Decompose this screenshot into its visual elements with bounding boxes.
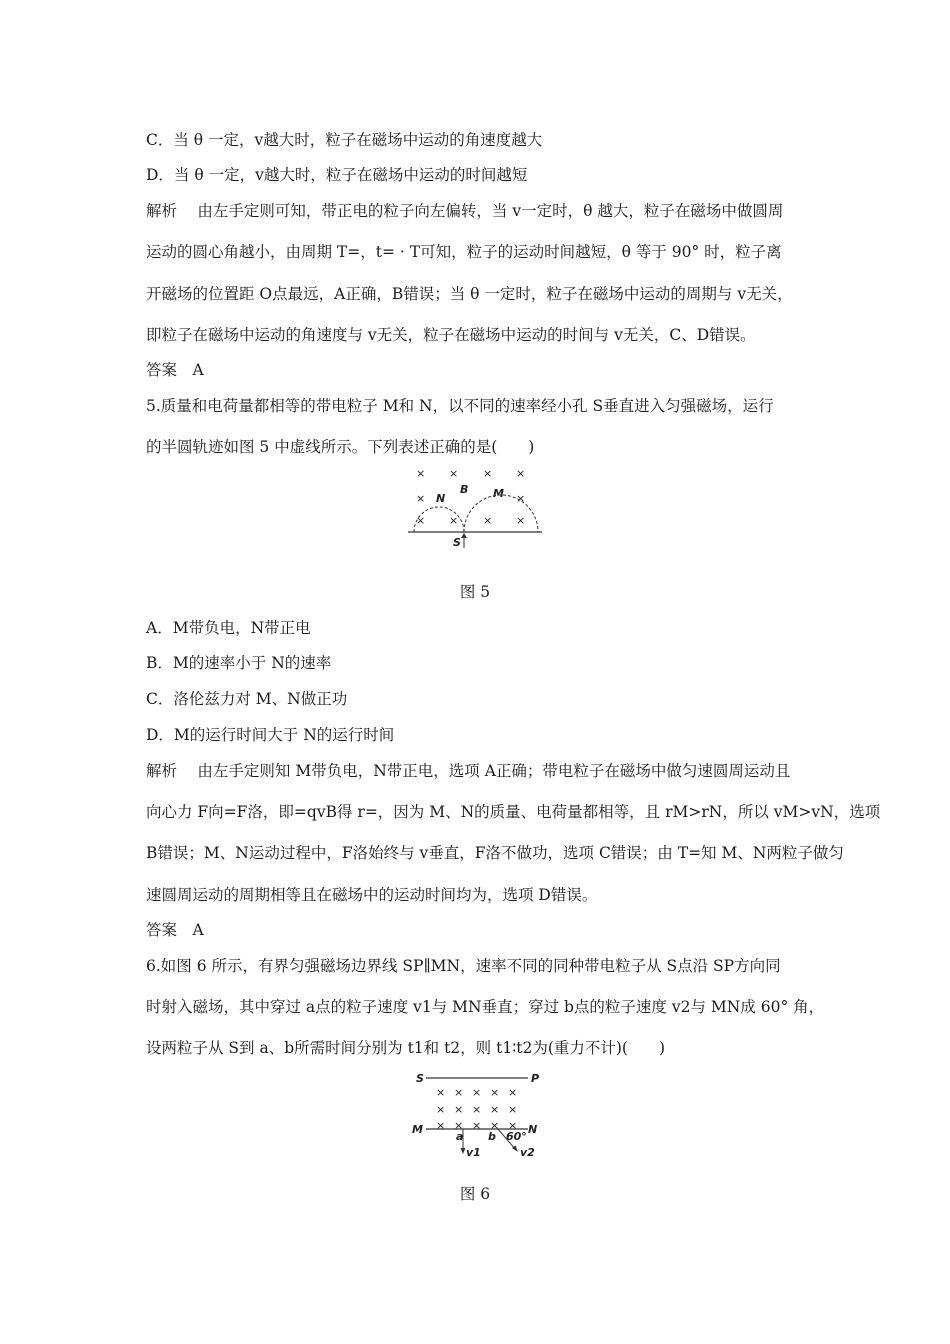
label-b: b <box>488 1130 496 1143</box>
q4-option-d: D．当 θ 一定，v越大时，粒子在磁场中运动的时间越短 <box>146 166 528 184</box>
label-p: P <box>531 1072 540 1085</box>
label-n: N <box>436 492 446 505</box>
q5-analysis-line: 速圆周运动的周期相等且在磁场中的运动时间均为，选项 D错误。 <box>146 886 598 904</box>
svg-text:×: × <box>454 1086 464 1099</box>
figure-5-diagram <box>400 462 550 552</box>
svg-text:×: × <box>449 514 459 527</box>
q4-option-c: C．当 θ 一定，v越大时，粒子在磁场中运动的角速度越大 <box>146 131 543 149</box>
svg-text:×: × <box>416 467 426 480</box>
figure-5-caption: 图 5 <box>459 583 491 601</box>
svg-text:×: × <box>516 514 526 527</box>
svg-text:×: × <box>508 1086 518 1099</box>
label-a: a <box>456 1130 464 1143</box>
svg-text:×: × <box>483 467 493 480</box>
svg-text:×: × <box>490 1119 500 1132</box>
q5-option-b: B．M的速率小于 N的速率 <box>146 654 332 672</box>
q4-analysis-line: 解析 由左手定则可知，带正电的粒子向左偏转，当 v一定时，θ 越大，粒子在磁场中做圆周 <box>146 202 784 220</box>
q4-analysis-line: 开磁场的位置距 O点最远，A正确，B错误；当 θ 一定时，粒子在磁场中运动的周期与 v无关， <box>146 285 793 303</box>
svg-text:×: × <box>436 1103 446 1116</box>
q5-analysis-line: 解析 由左手定则知 M带负电，N带正电，选项 A正确；带电粒子在磁场中做匀速圆周运动且 <box>146 762 791 780</box>
svg-text:×: × <box>436 1119 446 1132</box>
label-s: S <box>453 536 461 549</box>
svg-text:×: × <box>508 1119 518 1132</box>
label-m: M <box>493 487 504 500</box>
svg-text:×: × <box>472 1086 482 1099</box>
svg-text:×: × <box>449 467 459 480</box>
svg-text:×: × <box>483 514 493 527</box>
label-v1: v1 <box>466 1146 481 1159</box>
figure-6-caption: 图 6 <box>459 1185 491 1203</box>
q4-answer: 答案 A <box>146 361 204 379</box>
svg-text:×: × <box>490 1086 500 1099</box>
svg-text:×: × <box>416 514 426 527</box>
q5-analysis-line: B错误；M、N运动过程中，F洛始终与 v垂直，F洛不做功，选项 C错误；由 T=知 M、N两粒子做匀 <box>146 844 844 862</box>
q4-analysis-line: 即粒子在磁场中运动的角速度与 v无关，粒子在磁场中运动的时间与 v无关，C、D错误。 <box>146 326 756 344</box>
figure-5-field-crosses <box>416 467 525 527</box>
svg-text:×: × <box>472 1103 482 1116</box>
q6-stem-line: 设两粒子从 S到 a、b所需时间分别为 t1和 t2，则 t1∶t2为(重力不计)( ) <box>146 1039 666 1057</box>
figure-6-field-crosses <box>436 1086 517 1132</box>
svg-text:×: × <box>436 1086 446 1099</box>
trajectory-m <box>464 495 538 532</box>
figure-6-diagram <box>410 1066 560 1162</box>
q5-stem-line: 的半圆轨迹如图 5 中虚线所示。下列表述正确的是( ) <box>146 438 535 456</box>
label-b: B <box>460 483 469 496</box>
label-n: N <box>528 1123 538 1136</box>
label-s: S <box>416 1072 424 1085</box>
svg-text:×: × <box>454 1103 464 1116</box>
svg-text:×: × <box>516 467 526 480</box>
svg-text:×: × <box>490 1103 500 1116</box>
q5-analysis-line: 向心力 F向=F洛，即=qvB得 r=，因为 M、N的质量、电荷量都相等，且 rM>rN，所以 vM>vN，选项 <box>146 803 881 821</box>
svg-text:×: × <box>416 492 426 505</box>
q5-stem-line: 5.质量和电荷量都相等的带电粒子 M和 N，以不同的速率经小孔 S垂直进入匀强磁场，运行 <box>146 397 774 415</box>
svg-text:×: × <box>508 1103 518 1116</box>
q5-option-a: A．M带负电，N带正电 <box>146 619 311 637</box>
q4-analysis-line: 运动的圆心角越小，由周期 T=，t= · T可知，粒子的运动时间越短，θ 等于 90° 时，粒子离 <box>146 243 782 261</box>
svg-text:×: × <box>454 1119 464 1132</box>
q5-answer: 答案 A <box>146 921 204 939</box>
q5-option-d: D．M的运行时间大于 N的运行时间 <box>146 726 395 744</box>
q6-stem-line: 时射入磁场，其中穿过 a点的粒子速度 v1与 MN垂直；穿过 b点的粒子速度 v2与 MN成 60° 角， <box>146 998 825 1016</box>
label-angle: 60° <box>506 1130 527 1143</box>
label-v2: v2 <box>520 1146 535 1159</box>
q6-stem-line: 6.如图 6 所示，有界匀强磁场边界线 SP∥MN，速率不同的同种带电粒子从 S点沿 SP方向同 <box>146 957 781 975</box>
label-m: M <box>412 1123 423 1136</box>
q5-option-c: C．洛伦兹力对 M、N做正功 <box>146 690 348 708</box>
svg-text:×: × <box>472 1119 482 1132</box>
svg-text:×: × <box>516 492 526 505</box>
